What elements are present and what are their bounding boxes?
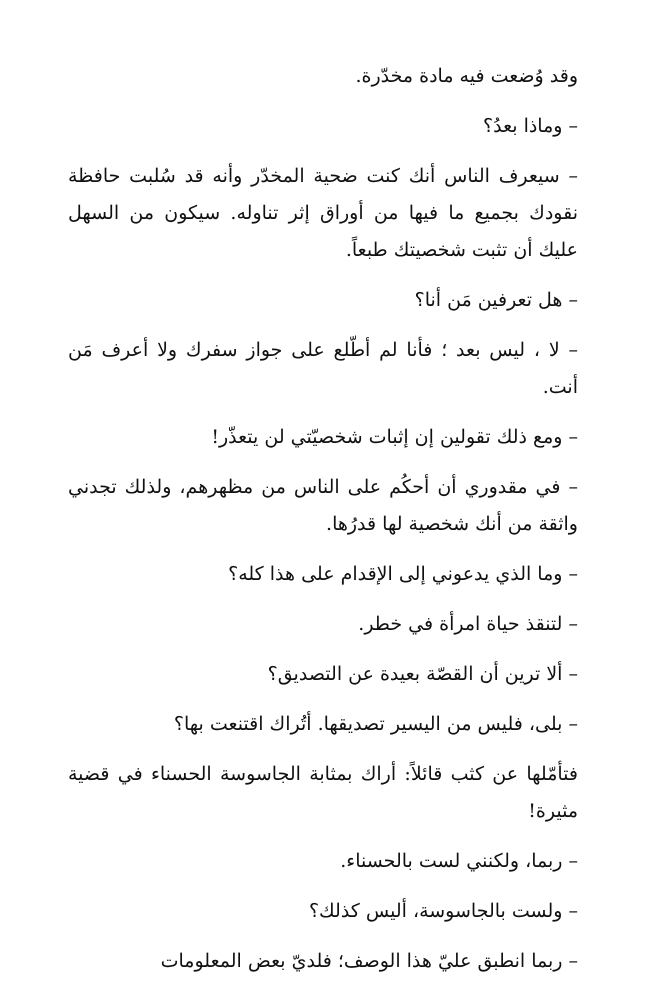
dialogue-line: – لا ، ليس بعد ؛ فأنا لم أطّلع على جواز سفرك ولا أعرف مَن أنت. <box>68 339 578 398</box>
paragraph: وقد وُضعت فيه مادة مخدّرة. <box>355 65 578 87</box>
dialogue-line: – في مقدوري أن أحكُم على الناس من مظهرهم، ولذلك تجدني واثقة من أنك شخصية لها قدرُها. <box>68 476 578 535</box>
dialogue-line: – ألا ترين أن القصّة بعيدة عن التصديق؟ <box>267 663 578 685</box>
narration-paragraph: فتأمّلها عن كثب قائلاً: أراك بمثابة الجاسوسة الحسناء في قضية مثيرة! <box>68 763 578 822</box>
dialogue-line: – ربما، ولكنني لست بالحسناء. <box>340 850 578 872</box>
dialogue-line: – لتنقذ حياة امرأة في خطر. <box>358 613 578 635</box>
page-text <box>68 58 578 993</box>
dialogue-line: – ومع ذلك تقولين إن إثبات شخصيّتي لن يتعذّر! <box>211 426 578 448</box>
dialogue-line: – وما الذي يدعوني إلى الإقدام على هذا كله؟ <box>228 563 578 585</box>
dialogue-line: – وماذا بعدُ؟ <box>483 115 578 137</box>
dialogue-line: – هل تعرفين مَن أنا؟ <box>414 289 578 311</box>
dialogue-line: – بلى، فليس من اليسير تصديقها. أتُراك اقتنعت بها؟ <box>173 713 578 735</box>
dialogue-line: – ربما انطبق عليّ هذا الوصف؛ فلديّ بعض المعلومات <box>160 950 578 972</box>
dialogue-line: – ولست بالجاسوسة، أليس كذلك؟ <box>308 900 578 922</box>
dialogue-line: – سيعرف الناس أنك كنت ضحية المخدّر وأنه قد سُلبت حافظة نقودك بجميع ما فيها من أوراق إثر تناوله. سيكون من السهل عليك أن تثبت شخصيتك طبعاً. <box>68 165 578 261</box>
